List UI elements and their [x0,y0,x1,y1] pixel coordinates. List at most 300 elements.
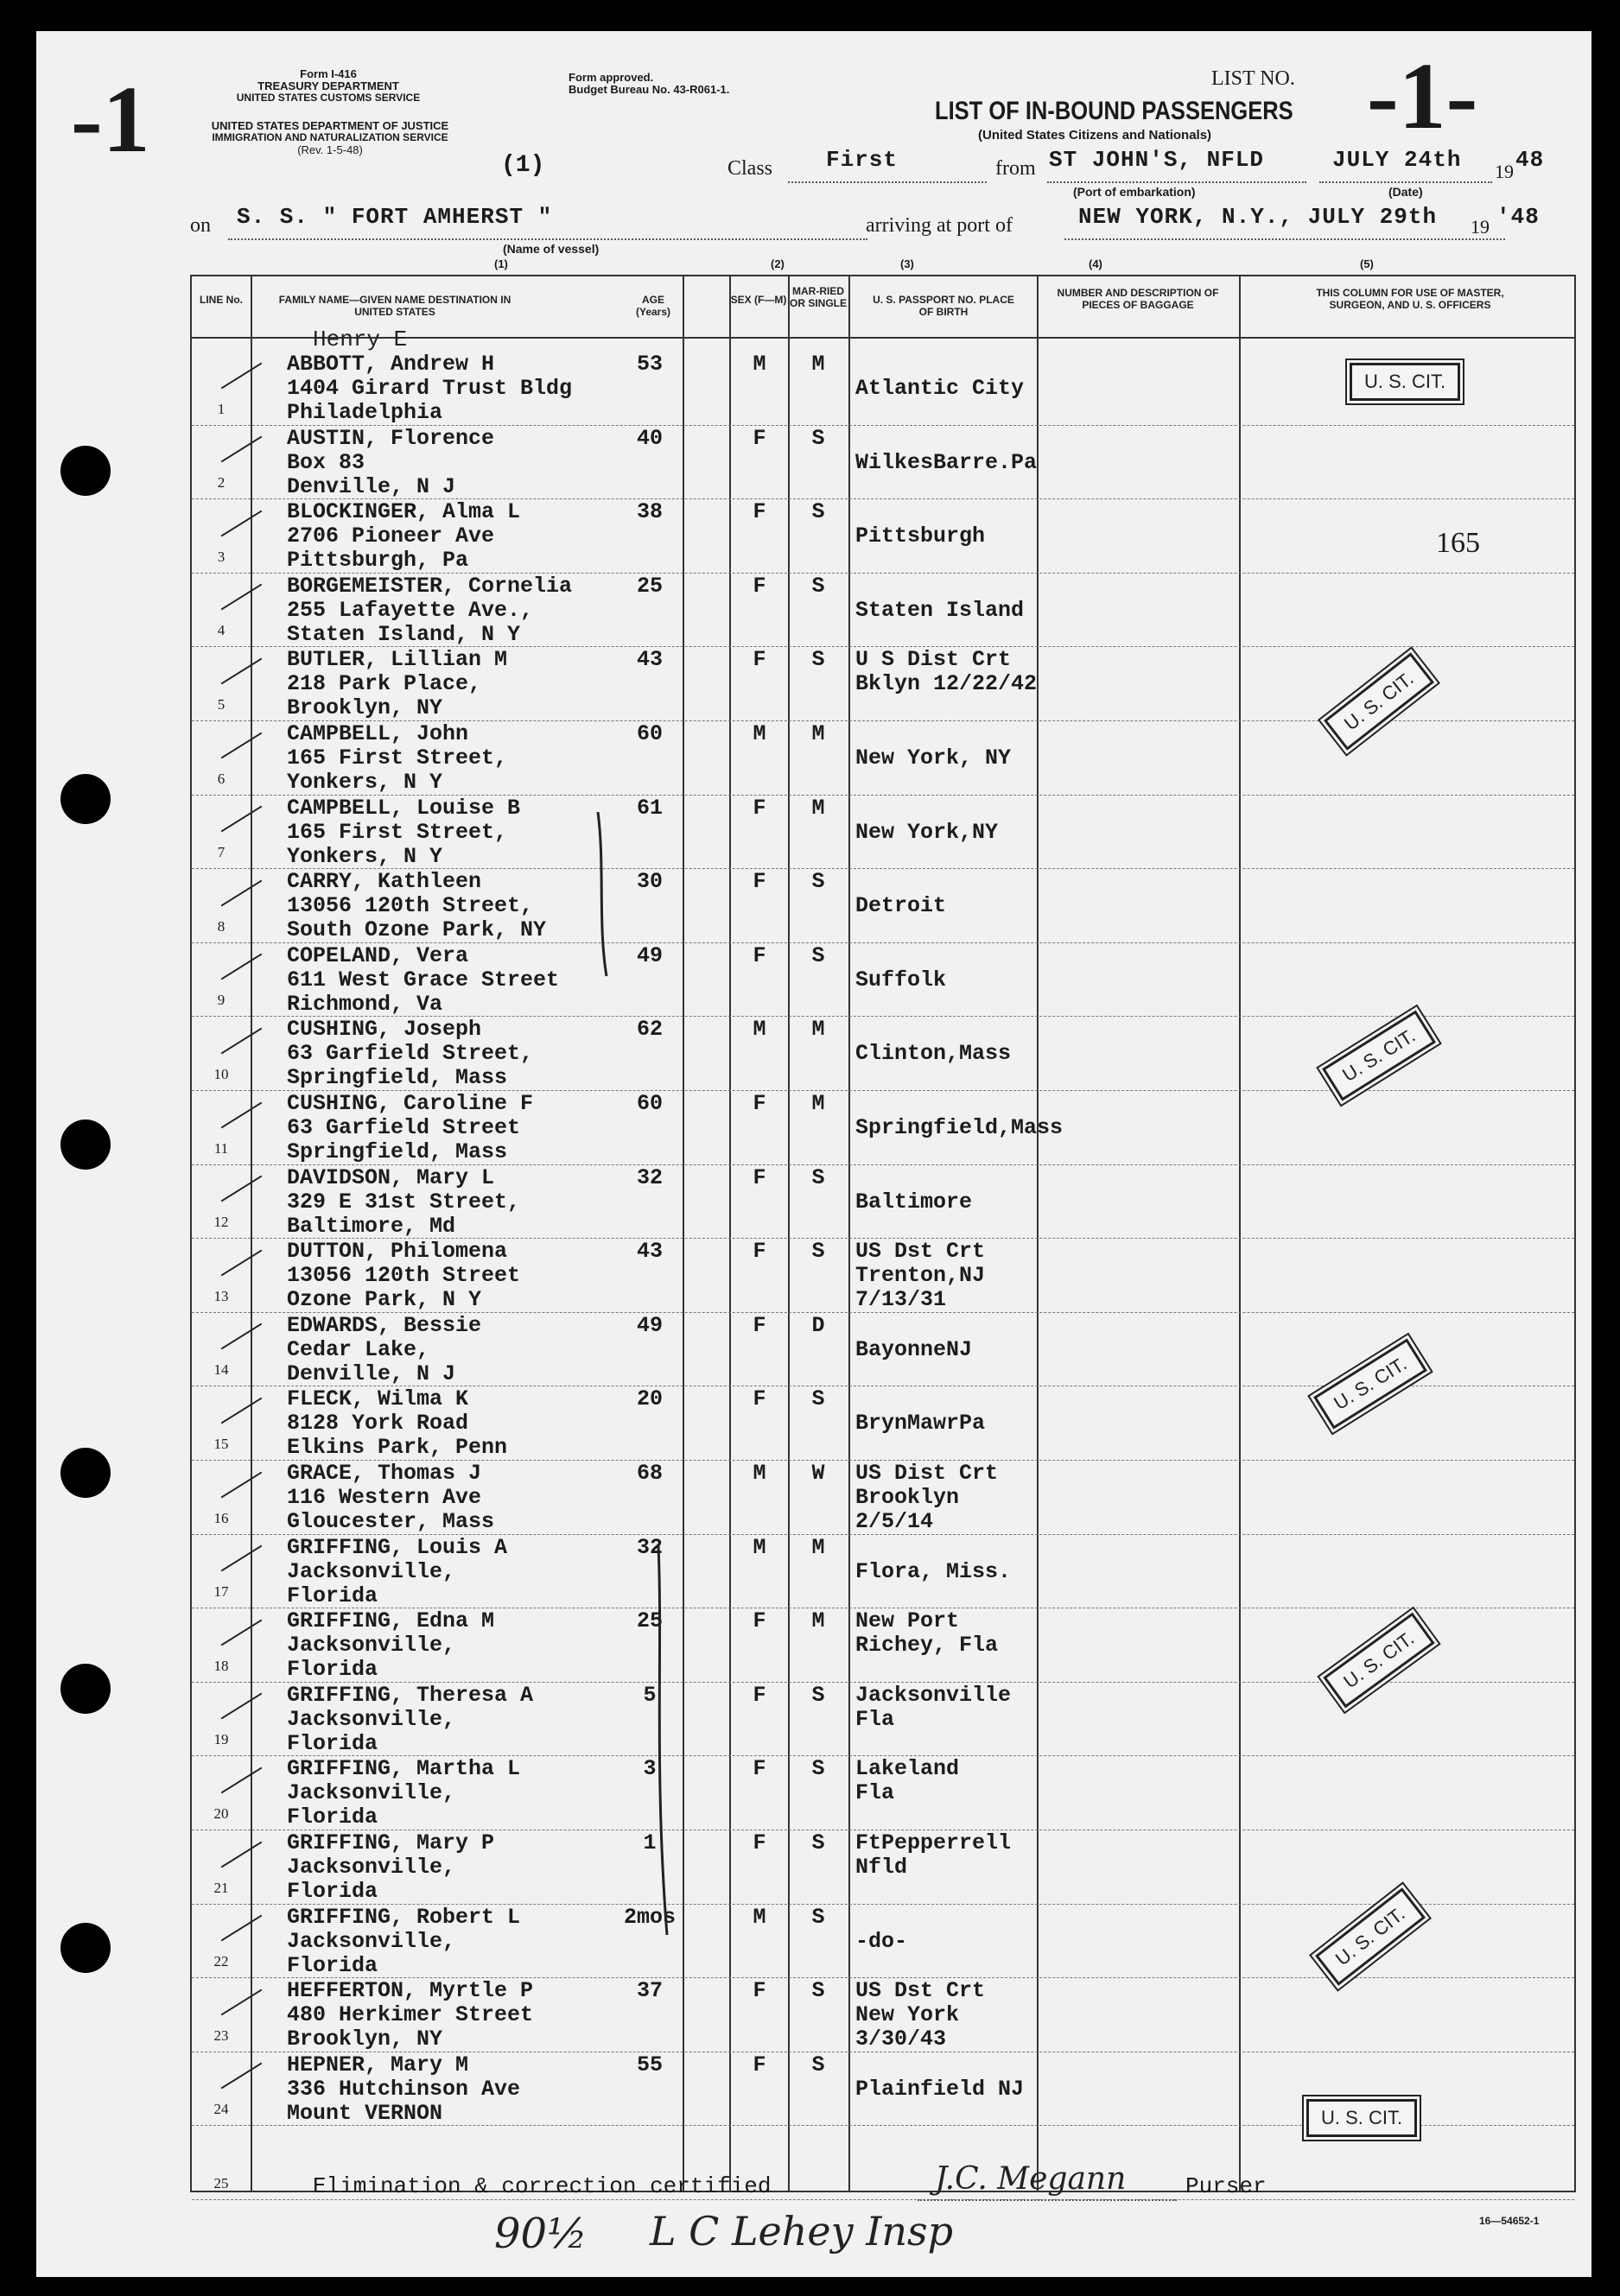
check-mark-icon [221,1471,263,1498]
marital-status: S [811,499,825,525]
line-number: 25 [213,2174,229,2191]
age: 3 [643,1756,657,1782]
birthplace-line3: 7/13/31 [855,1287,947,1313]
birthplace-line2: New York, NY [855,745,1012,771]
line-number: 14 [213,1361,229,1379]
passenger-name: GRIFFING, Martha L [287,1756,521,1782]
destination-line2: Springfield, Mass [287,1139,508,1164]
col-num-5: (5) [1360,257,1374,270]
check-mark-icon [221,1841,263,1868]
sex: M [753,352,766,377]
check-mark-icon [221,1323,263,1350]
marital-status: M [811,795,825,821]
destination-line1: 13056 120th Street [287,1263,521,1289]
age: 55 [636,2052,663,2077]
line-number: 17 [213,1583,229,1601]
destination-line2: Denville, N J [287,1360,456,1386]
col-head-sex: SEX (F—M) [730,294,787,306]
col-num-2: (2) [771,257,785,270]
sex: M [753,1904,766,1930]
bottom-note: 90½ [494,2210,588,2258]
punch-hole [60,1923,111,1973]
birthplace-line2: Pittsburgh [855,523,986,549]
form-number: Form I-416 [300,67,357,80]
age: 30 [636,869,663,895]
form-footer: 16—54652-1 [1479,2215,1540,2227]
col-head-passport: U. S. PASSPORT NO. PLACE OF BIRTH [873,294,1014,318]
marital-status: S [811,1904,825,1930]
class-label: Class [727,157,773,180]
passenger-table [190,275,1576,2199]
table-row [192,427,1574,501]
age: 49 [636,1312,663,1338]
row-rule [192,2199,1574,2200]
list-index: (1) [501,152,545,179]
vessel-caption: (Name of vessel) [503,242,600,256]
age: 37 [636,1978,663,2004]
check-mark-icon [221,806,263,833]
birthplace-line2: Fla [855,1706,895,1732]
birthplace-line2: BayonneNJ [855,1336,973,1362]
marital-status: S [811,573,825,599]
sex: F [753,1164,766,1190]
check-mark-icon [221,1176,263,1202]
sex: F [753,1608,766,1634]
port-embarkation-caption: (Port of embarkation) [1073,185,1196,199]
destination-line2: Florida [287,1952,378,1978]
passenger-name: GRIFFING, Robert L [287,1904,521,1930]
sex: F [753,1312,766,1338]
passenger-name: CARRY, Kathleen [287,869,482,895]
sex: F [753,942,766,968]
table-row [192,796,1574,871]
age: 62 [636,1017,663,1043]
sex: F [753,573,766,599]
age: 43 [636,647,663,673]
check-mark-icon [221,658,263,685]
marital-status: S [811,1164,825,1190]
col-head-married: MAR-RIED OR SINGLE [789,285,847,309]
destination-line1: 116 Western Ave [287,1485,482,1510]
marital-status: M [811,1017,825,1043]
handwritten-bracket [581,812,632,985]
on-label: on [190,214,211,237]
citizen-stamp: U. S. CIT. [1323,1613,1435,1709]
list-no-value: -1- [1367,43,1478,149]
destination-line1: Jacksonville, [287,1928,456,1954]
check-mark-icon [221,362,263,389]
sex: F [753,425,766,451]
table-row [192,1462,1574,1536]
line-number: 5 [217,695,226,713]
destination-line1: 63 Garfield Street, [287,1041,534,1067]
approval-label: Form approved. [569,71,654,84]
arrival-year-prefix: 19 [1471,216,1490,238]
destination-line1: 336 Hutchinson Ave [287,2076,521,2102]
class-value: First [826,147,899,173]
check-mark-icon [221,1693,263,1720]
revision-label: (Rev. 1-5-48) [297,143,363,156]
age: 5 [643,1682,657,1708]
sex: F [753,1978,766,2004]
age: 60 [636,721,663,746]
birthplace-line2: Detroit [855,893,947,919]
birthplace-line1: US Dst Crt [855,1978,986,2004]
age: 38 [636,499,663,525]
destination-line2: Florida [287,1657,378,1683]
punch-hole [60,774,111,824]
arrival-underline [1064,238,1505,240]
vessel-name: S. S. " FORT AMHERST " [237,204,553,230]
check-mark-icon [221,1398,263,1424]
destination-line1: 13056 120th Street, [287,893,534,919]
check-mark-icon [221,1988,263,2015]
signature-underline [918,2199,1177,2201]
age: 2mos [624,1904,677,1930]
sex: F [753,869,766,895]
justice-label: UNITED STATES DEPARTMENT OF JUSTICE [211,119,449,132]
passenger-name: DUTTON, Philomena [287,1239,508,1265]
marital-status: S [811,942,825,968]
col-num-4: (4) [1089,257,1102,270]
list-no-label: LIST NO. [1211,67,1295,90]
manifest-title: LIST OF IN-BOUND PASSENGERS [935,97,1293,125]
handwritten-given-name: Henry E [313,327,408,352]
destination-line2: Florida [287,1879,378,1904]
birthplace-line2: Clinton,Mass [855,1041,1012,1067]
birthplace-line2: Flora, Miss. [855,1558,1012,1584]
destination-line2: Staten Island, N Y [287,621,521,647]
birthplace-line2: Baltimore [855,1189,973,1215]
budget-label: Budget Bureau No. 43-R061-1. [569,83,730,96]
year-suffix: 48 [1515,147,1545,173]
age: 40 [636,425,663,451]
date-underline [1319,181,1492,183]
passenger-name: GRIFFING, Edna M [287,1608,495,1634]
punch-hole [60,1448,111,1498]
sex: F [753,1830,766,1855]
destination-line2: Yonkers, N Y [287,843,443,869]
sex: F [753,2052,766,2077]
line-number: 20 [213,1804,229,1822]
line-number: 4 [217,622,226,639]
age: 32 [636,1164,663,1190]
destination-line2: Brooklyn, NY [287,2026,443,2052]
destination-line1: Jacksonville, [287,1706,456,1732]
table-row [192,1240,1574,1314]
sex: F [753,1239,766,1265]
line-number: 23 [213,2026,229,2044]
handwritten-bracket [641,1546,693,1944]
passenger-name: EDWARDS, Bessie [287,1312,482,1338]
passenger-name: CUSHING, Caroline F [287,1091,534,1116]
age: 68 [636,1461,663,1486]
date-caption: (Date) [1388,185,1423,199]
birthplace-line1: Jacksonville [855,1682,1012,1708]
birthplace-line2: Atlantic City [855,376,1025,401]
line-number: 24 [213,2101,229,2118]
customs-label: UNITED STATES CUSTOMS SERVICE [236,92,421,104]
arriving-label: arriving at port of [866,214,1013,237]
destination-line1: 8128 York Road [287,1411,469,1437]
purser-label: Purser [1185,2173,1267,2199]
col-num-3: (3) [900,257,914,270]
sex: M [753,1534,766,1560]
birthplace-line2: Richey, Fla [855,1633,999,1659]
marital-status: M [811,1608,825,1634]
arrival-year: '48 [1496,204,1540,230]
manifest-subtitle: (United States Citizens and Nationals) [978,128,1212,143]
treasury-label: TREASURY DEPARTMENT [257,79,399,92]
destination-line2: Springfield, Mass [287,1065,508,1091]
vessel-col-number: (1) [494,257,508,270]
birthplace-line1: US Dst Crt [855,1239,986,1265]
birthplace-line1: New Port [855,1608,960,1634]
destination-line2: Pittsburgh, Pa [287,548,469,574]
birthplace-line2: Bklyn 12/22/42 [855,671,1038,697]
check-mark-icon [221,1619,263,1646]
marital-status: S [811,1682,825,1708]
citizen-stamp: U. S. CIT. [1306,2099,1417,2137]
sex: F [753,795,766,821]
passenger-name: CAMPBELL, Louise B [287,795,521,821]
destination-line2: Baltimore, Md [287,1213,456,1239]
line-number: 13 [213,1287,229,1304]
passenger-name: CUSHING, Joseph [287,1017,482,1043]
marital-status: S [811,1830,825,1855]
table-row [192,1757,1574,1831]
margin-list-mark: -1 [71,67,150,172]
marital-status: W [811,1461,825,1486]
punch-hole [60,1119,111,1170]
birthplace-line2: Plainfield NJ [855,2076,1025,2102]
destination-line2: Gloucester, Mass [287,1509,495,1534]
punch-hole [60,1664,111,1714]
line-number: 21 [213,1879,229,1896]
check-mark-icon [221,1249,263,1276]
check-mark-icon [221,1028,263,1055]
sex: F [753,1091,766,1116]
line-number: 19 [213,1731,229,1748]
table-row [192,1684,1574,1758]
passenger-name: CAMPBELL, John [287,721,469,746]
marital-status: S [811,869,825,895]
table-row [192,944,1574,1018]
table-row [192,1536,1574,1610]
line-number: 16 [213,1509,229,1526]
sex: F [753,647,766,673]
passenger-name: GRIFFING, Mary P [287,1830,495,1855]
sex: M [753,1017,766,1043]
line-number: 7 [217,844,226,861]
destination-line2: Mount VERNON [287,2100,443,2126]
marital-status: M [811,1091,825,1116]
passenger-name: BORGEMEISTER, Cornelia [287,573,573,599]
birthplace-line3: 3/30/43 [855,2026,947,2052]
line-number: 2 [217,474,226,492]
table-row [192,1831,1574,1906]
passenger-name: AUSTIN, Florence [287,425,495,451]
table-row [192,500,1574,574]
birthplace-line2: Fla [855,1780,895,1806]
destination-line1: 165 First Street, [287,745,508,771]
destination-line1: 611 West Grace Street [287,967,560,993]
passenger-name: BUTLER, Lillian M [287,647,508,673]
destination-line2: Philadelphia [287,400,443,425]
line-number: 12 [213,1214,229,1231]
passenger-name: GRIFFING, Louis A [287,1534,508,1560]
destination-line2: South Ozone Park, NY [287,917,547,943]
passenger-name: DAVIDSON, Mary L [287,1164,495,1190]
check-mark-icon [221,1767,263,1794]
line-number: 11 [213,1139,229,1157]
port-underline [1047,181,1306,183]
check-mark-icon [221,1915,263,1942]
marital-status: S [811,2052,825,2077]
year-prefix: 19 [1495,161,1514,182]
birthplace-line2: Nfld [855,1855,908,1880]
destination-line2: Elkins Park, Penn [287,1435,508,1461]
sex: F [753,1386,766,1412]
line-number: 3 [217,548,226,565]
destination-line2: Yonkers, N Y [287,770,443,795]
check-mark-icon [221,1101,263,1128]
birthplace-line2: New York [855,2002,960,2028]
check-mark-icon [221,2063,263,2090]
line-number: 22 [213,1953,229,1970]
marital-status: M [811,1534,825,1560]
birthplace-line2: WilkesBarre.Pa [855,449,1038,475]
passenger-name: FLECK, Wilma K [287,1386,469,1412]
passenger-name: GRACE, Thomas J [287,1461,482,1486]
vessel-underline [228,238,867,240]
destination-line1: Box 83 [287,449,365,475]
line-number: 9 [217,992,226,1009]
ins-label: IMMIGRATION AND NATURALIZATION SERVICE [212,131,448,143]
check-mark-icon [221,879,263,906]
table-row [192,574,1574,649]
marital-status: S [811,1978,825,2004]
age: 61 [636,795,663,821]
port-embarkation: ST JOHN'S, NFLD [1049,147,1265,173]
check-mark-icon [221,510,263,536]
sex: F [753,1682,766,1708]
citizen-stamp: U. S. CIT. [1350,363,1460,401]
birthplace-line2: Staten Island [855,597,1025,623]
destination-line2: Denville, N J [287,473,456,499]
col-head-line: LINE No. [200,294,243,306]
marital-status: S [811,1756,825,1782]
marital-status: S [811,1239,825,1265]
citizen-stamp: U. S. CIT. [1322,1010,1436,1100]
age: 43 [636,1239,663,1265]
destination-line1: Jacksonville, [287,1633,456,1659]
destination-line1: Jacksonville, [287,1780,456,1806]
birthplace-line2: Trenton,NJ [855,1263,986,1289]
passenger-name: COPELAND, Vera [287,942,469,968]
check-mark-icon [221,1545,263,1572]
age: 1 [643,1830,657,1855]
birthplace-line2: Suffolk [855,967,947,993]
age: 25 [636,1608,663,1634]
sex: F [753,1756,766,1782]
passenger-name: HEFFERTON, Myrtle P [287,1978,534,2004]
destination-line2: Richmond, Va [287,991,443,1017]
destination-line1: 1404 Girard Trust Bldg [287,376,573,401]
line-number: 15 [213,1435,229,1452]
birthplace-line1: US Dist Crt [855,1461,999,1486]
marital-status: S [811,647,825,673]
birthplace-line1: FtPepperrell [855,1830,1012,1855]
passenger-name: GRIFFING, Theresa A [287,1682,534,1708]
class-underline [788,181,987,183]
destination-line1: Jacksonville, [287,1855,456,1880]
inspector-signature: L C Lehey Insp [650,2208,954,2255]
table-row [192,1979,1574,2053]
from-label: from [995,157,1036,180]
age: 53 [636,352,663,377]
manifest-page [36,31,1591,2277]
sex: F [753,499,766,525]
passenger-name: HEPNER, Mary M [287,2052,469,2077]
table-row [192,1166,1574,1240]
line-number: 18 [213,1657,229,1674]
age: 49 [636,942,663,968]
passenger-name: ABBOTT, Andrew H [287,352,495,377]
margin-number: 165 [1436,527,1480,559]
embark-date: JULY 24th [1332,147,1462,173]
sex: M [753,1461,766,1486]
birthplace-line1: Lakeland [855,1756,960,1782]
age: 25 [636,573,663,599]
birthplace-line1: U S Dist Crt [855,647,1012,673]
destination-line2: Florida [287,1730,378,1756]
marital-status: S [811,1386,825,1412]
destination-line1: Jacksonville, [287,1558,456,1584]
check-mark-icon [221,436,263,463]
certification-text: Elimination & correction certified [313,2173,772,2199]
destination-line1: 63 Garfield Street [287,1115,521,1140]
destination-line2: Brooklyn, NY [287,695,443,721]
destination-line2: Ozone Park, N Y [287,1287,482,1313]
purser-signature: J.C. Megann [935,2161,1127,2197]
destination-line1: 480 Herkimer Street [287,2002,534,2028]
destination-line1: 218 Park Place, [287,671,482,697]
destination-line2: Florida [287,1804,378,1830]
destination-line1: 2706 Pioneer Ave [287,523,495,549]
punch-hole [60,446,111,496]
col-head-baggage: NUMBER AND DESCRIPTION OF PIECES OF BAGGAGE [1057,287,1219,311]
check-mark-icon [221,584,263,611]
marital-status: D [811,1312,825,1338]
birthplace-line2: Brooklyn [855,1485,960,1510]
line-number: 1 [217,400,226,417]
age: 60 [636,1091,663,1116]
table-row [192,1092,1574,1166]
marital-status: S [811,425,825,451]
destination-line1: 165 First Street, [287,819,508,845]
check-mark-icon [221,954,263,980]
destination-line1: 255 Lafayette Ave., [287,597,534,623]
check-mark-icon [221,732,263,758]
destination-line1: 329 E 31st Street, [287,1189,521,1215]
birthplace-line2: New York,NY [855,819,999,845]
birthplace-line3: 2/5/14 [855,1509,934,1534]
destination-line1: Cedar Lake, [287,1336,430,1362]
age: 20 [636,1386,663,1412]
arrival-port: NEW YORK, N.Y., JULY 29th [1078,204,1438,230]
age: 32 [636,1534,663,1560]
